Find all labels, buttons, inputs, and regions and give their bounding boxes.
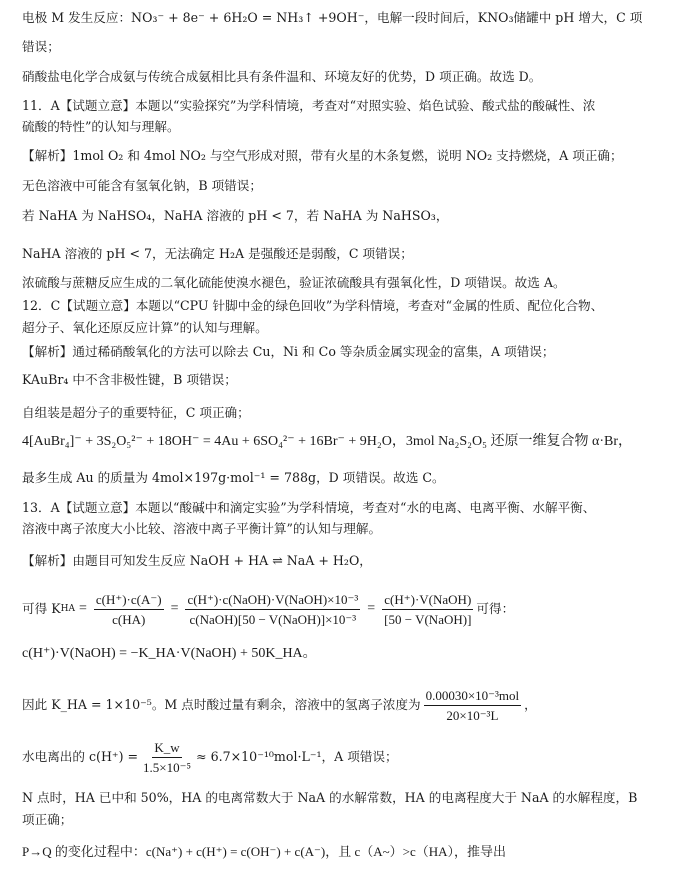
water-ionization-equation: 水电离出的 c(H⁺) = $\frac{K\_w}{\text{1.5×10⁻⁵}}$ ≈ 6.7×10⁻¹⁰mol·L⁻¹，A 项错误； — [22, 739, 398, 775]
text-line: 项正确； — [22, 812, 73, 827]
ka-equation: 可得 K HA = $\frac{c(H^+)\cdot c(A^-)}{c(HA)}$ = $\frac{\text{c(H⁺)·c(NaOH)·V(NaOH)×10⁻³}}{\text{c(NaOH)[50 − V(NaOH)]×10⁻³}}$ = $\frac{\text{c(H⁺)·V(NaOH)}}{\text{[50 − V(NaOH)]}}$ 可得： — [22, 591, 515, 627]
reaction-equation: 4[AuBr₄]⁻ + 3S₂O₅²⁻ + 18OH⁻ = 4Au + 6SO₄²⁻ + 16Br⁻ + 9H₂O，3mol Na₂S₂O₅ 还原一维复合物 α·Br， — [22, 434, 633, 449]
m-point-equation: 因此 K_HA = 1×10⁻⁵。M 点时酸过量有剩余，溶液中的氢离子浓度为 $\frac{\text{0.00030×10⁻³mol}}{\text{20×10⁻³L}}$ ， — [22, 687, 537, 723]
text-line: 超分子、氧化还原反应计算”的认知与理解。 — [22, 320, 268, 335]
fraction: $\frac{c(H^+)\cdot c(A^-)}{c(HA)}$ — [95, 591, 162, 627]
analysis-line: 【解析】通过稀硝酸氧化的方法可以除去 Cu，Ni 和 Co 等杂质金属实现金的富集，A 项错误； — [22, 344, 555, 359]
question-heading: 12．C【试题立意】本题以“CPU 针脚中金的绿色回收”为学科情境，考查对“金属的性质、配位化合物、 — [22, 298, 604, 313]
fraction: $\frac{\text{0.00030×10⁻³mol}}{\text{20×10⁻³L}}$ — [425, 687, 520, 723]
text-line: KAuBr₄ 中不含非极性键，B 项错误； — [22, 372, 237, 387]
analysis-line: 【解析】1mol O₂ 和 4mol NO₂ 与空气形成对照，带有火星的木条复燃，说明 NO₂ 支持燃烧，A 项正确； — [22, 148, 623, 163]
text-line: 硫酸的特性”的认知与理解。 — [22, 119, 180, 134]
text-line: NaHA 溶液的 pH < 7，无法确定 H₂A 是强酸还是弱酸，C 项错误； — [22, 246, 413, 261]
fraction: $\frac{K\_w}{\text{1.5×10⁻⁵}}$ — [143, 739, 192, 775]
text-line: 硝酸盐电化学合成氨与传统合成氨相比具有条件温和、环境友好的优势，D 项正确。故选 D。 — [22, 69, 542, 84]
fraction: $\frac{\text{c(H⁺)·c(NaOH)·V(NaOH)×10⁻³}}{\text{c(NaOH)[50 − V(NaOH)]×10⁻³}}$ — [187, 591, 359, 627]
text-line: 电极 M 发生反应：NO₃⁻ + 8e⁻ + 6H₂O = NH₃↑ +9OH⁻，电解一段时间后，KNO₃储罐中 pH 增大，C 项 — [22, 10, 643, 25]
text-line: 浓硫酸与蔗糖反应生成的二氧化硫能使溴水褪色，验证浓硫酸具有强氧化性，D 项错误。故选 A。 — [22, 275, 566, 290]
text-line: N 点时，HA 已中和 50%，HA 的电离常数大于 NaA 的水解常数，HA 的电离程度大于 NaA 的水解程度，B — [22, 790, 638, 805]
linear-equation: c(H⁺)·V(NaOH) = −K_HA·V(NaOH) + 50K_HA。 — [22, 646, 317, 661]
text-line: 最多生成 Au 的质量为 4mol×197g·mol⁻¹ = 788g，D 项错误。故选 C。 — [22, 470, 445, 485]
analysis-line: 【解析】由题目可知发生反应 NaOH + HA ⇌ NaA + H₂O， — [22, 553, 372, 568]
fraction: $\frac{\text{c(H⁺)·V(NaOH)}}{\text{[50 − V(NaOH)]}}$ — [384, 591, 472, 627]
text-line: 自组装是超分子的重要特征，C 项正确； — [22, 405, 250, 420]
text-line: 无色溶液中可能含有氢氧化钠，B 项错误； — [22, 178, 262, 193]
question-heading: 13．A【试题立意】本题以“酸碱中和滴定实验”为学科情境，考查对“水的电离、电离平衡、水解平衡、 — [22, 500, 596, 515]
text-line: P→Q 的变化过程中：c(Na⁺) + c(H⁺) = c(OH⁻) + c(A⁻)，且 c（A~）>c（HA），推导出 — [22, 844, 507, 859]
text-line: 溶液中离子浓度大小比较、溶液中离子平衡计算”的认知与理解。 — [22, 521, 382, 536]
text-line: 错误； — [22, 39, 60, 54]
text-line: 若 NaHA 为 NaHSO₄，NaHA 溶液的 pH < 7，若 NaHA 为 NaHSO₃， — [22, 208, 449, 223]
question-heading: 11．A【试题立意】本题以“实验探究”为学科情境，考查对“对照实验、焰色试验、酸式盐的酸碱性、浓 — [22, 98, 596, 113]
